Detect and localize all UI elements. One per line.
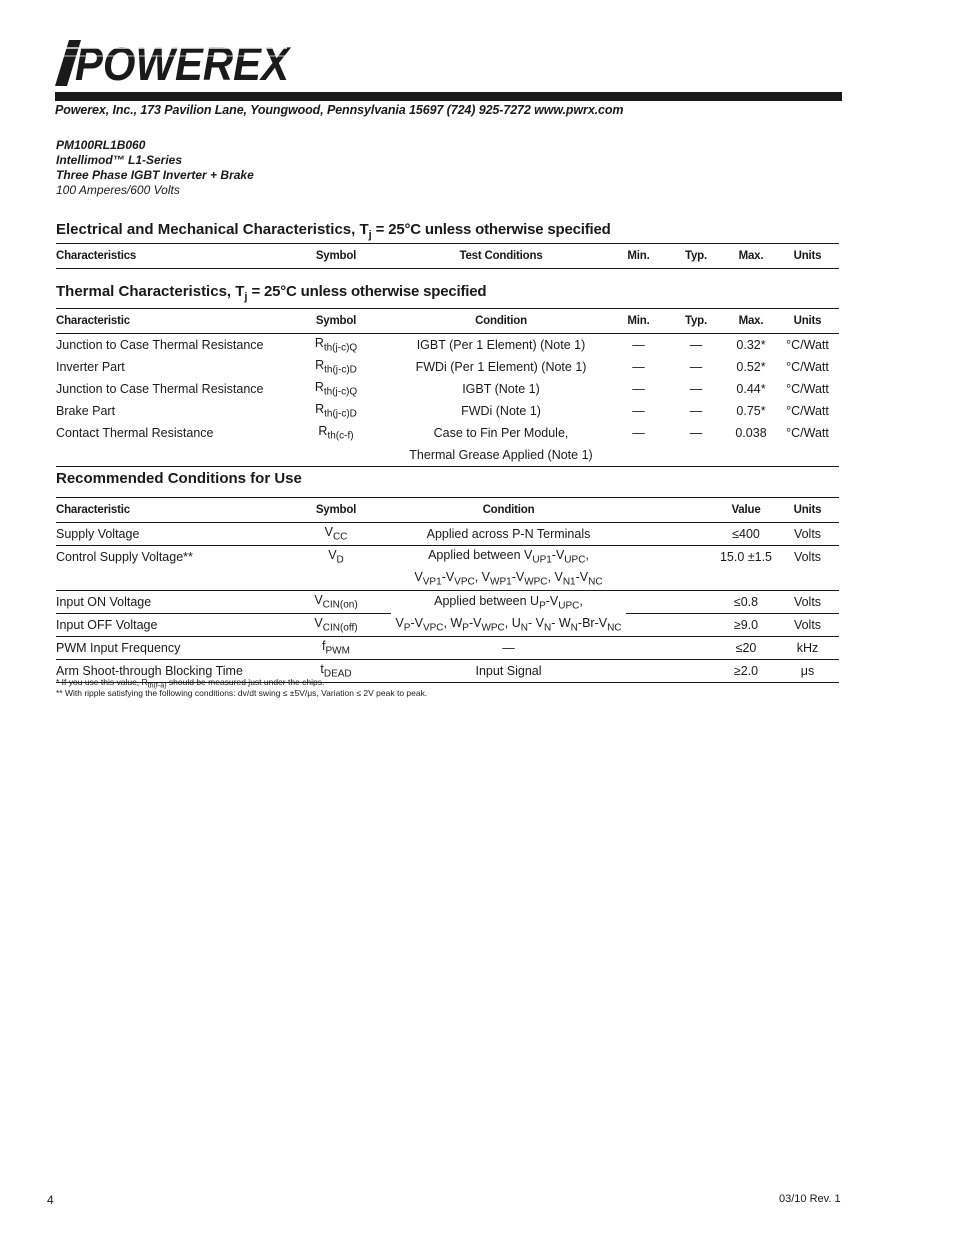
table-row xyxy=(56,378,839,400)
cell-max: 0.44* xyxy=(736,382,766,396)
cell-symbol: $R_{th(c-f)}$ xyxy=(318,424,354,442)
cell-typ: — xyxy=(689,404,703,418)
cell-max: 0.038 xyxy=(735,426,767,440)
table-row xyxy=(56,422,839,444)
thermal-header-row xyxy=(56,309,839,334)
cell-min: — xyxy=(632,338,645,352)
cell-characteristic: Contact Thermal Resistance xyxy=(56,426,214,440)
col-header: Min. xyxy=(611,309,666,334)
cell-characteristic: Control Supply Voltage** xyxy=(56,550,193,564)
cell-units: °C/Watt xyxy=(786,426,829,440)
cell-units: °C/Watt xyxy=(786,360,829,374)
cell-symbol: $V_D$ xyxy=(328,548,344,566)
cell-symbol: $R_{th(j-c)D}$ xyxy=(315,358,357,376)
cell-symbol: $R_{th(j-c)Q}$ xyxy=(314,336,358,354)
col-header: Symbol xyxy=(281,309,391,334)
col-header: Condition xyxy=(391,309,611,334)
col-header: Symbol xyxy=(281,498,391,523)
product-rating: 100 Amperes/600 Volts xyxy=(56,183,180,197)
cell-typ: — xyxy=(689,338,703,352)
series-name: Intellimod™ L1-Series xyxy=(56,153,183,167)
page-number: 4 xyxy=(47,1193,54,1207)
cell-value: ≥2.0 xyxy=(716,660,776,683)
cell-characteristic: Input ON Voltage xyxy=(56,591,281,614)
cell-max: 0.75* xyxy=(736,404,766,418)
col-header: Characteristic xyxy=(56,309,281,334)
col-header: Min. xyxy=(611,244,666,269)
col-header: Condition xyxy=(391,498,626,523)
cell-value: ≤0.8 xyxy=(716,591,776,614)
cell-symbol: $V_{CC}$ xyxy=(281,523,391,546)
cell-units: Volts xyxy=(793,550,822,564)
cell-min: — xyxy=(632,404,645,418)
table-row xyxy=(56,614,839,637)
col-header: Max. xyxy=(726,309,776,334)
thermal-table xyxy=(56,308,839,467)
cell-condition: Applied across P-N Terminals xyxy=(391,523,626,546)
cell-characteristic: Arm Shoot-through Blocking Time xyxy=(56,660,281,683)
cell-value: ≤20 xyxy=(716,637,776,660)
cell-min: — xyxy=(632,382,645,396)
logo-wordmark: POWEREX xyxy=(75,37,292,90)
powerex-logo xyxy=(55,37,292,90)
col-header: Typ. xyxy=(666,244,726,269)
table-row xyxy=(56,400,839,422)
cell-units: Volts xyxy=(776,614,839,637)
cell-symbol: $V_{CIN(off)}$ xyxy=(281,614,391,637)
cell-characteristic: Junction to Case Thermal Resistance xyxy=(56,382,264,396)
cell-condition: IGBT (Per 1 Element) (Note 1) xyxy=(416,338,586,352)
table-row xyxy=(56,637,839,660)
table-row xyxy=(56,591,839,614)
cell-units: Volts xyxy=(776,591,839,614)
table-row xyxy=(56,523,839,546)
cell-characteristic: Junction to Case Thermal Resistance xyxy=(56,338,264,352)
cell-units: °C/Watt xyxy=(786,382,829,396)
footnote-2: ** With ripple satisfying the following conditions: dv/dt swing ≤ ±5V/μs, Variation ≤ 2V peak to peak. xyxy=(56,688,428,698)
cell-condition: $V_{VP1}-V_{VPC}$, $V_{WP1}-V_{WPC}$, $V_{N1}-V_{NC}$ xyxy=(391,568,626,591)
cell-condition: FWDi (Note 1) xyxy=(461,404,541,418)
cell-characteristic: Brake Part xyxy=(56,404,116,418)
cell-characteristic: Input OFF Voltage xyxy=(56,614,281,637)
col-header: Symbol xyxy=(281,244,391,269)
electrical-header-row xyxy=(56,244,839,269)
revision-date: 03/10 Rev. 1 xyxy=(779,1193,841,1205)
cell-condition: — xyxy=(391,637,626,660)
cell-min: — xyxy=(632,360,645,374)
col-header: Characteristic xyxy=(56,498,281,523)
cell-condition: Case to Fin Per Module, xyxy=(433,426,569,440)
table-row-continuation xyxy=(56,568,839,591)
col-header: Units xyxy=(776,498,839,523)
table-row-continuation xyxy=(56,444,839,467)
cell-characteristic: PWM Input Frequency xyxy=(56,637,281,660)
table-row xyxy=(56,546,839,569)
col-header: Typ. xyxy=(666,309,726,334)
product-block xyxy=(56,138,254,198)
recommended-header-row xyxy=(56,498,839,523)
cell-condition: IGBT (Note 1) xyxy=(462,382,540,396)
col-header: Units xyxy=(776,309,839,334)
cell-units: Volts xyxy=(776,523,839,546)
cell-min: — xyxy=(632,426,645,440)
col-header: Value xyxy=(716,498,776,523)
cell-condition: Input Signal xyxy=(391,660,626,683)
recommended-section-title: Recommended Conditions for Use xyxy=(56,470,302,487)
cell-characteristic: Supply Voltage xyxy=(56,523,281,546)
cell-units: kHz xyxy=(776,637,839,660)
cell-typ: — xyxy=(689,426,703,440)
cell-condition: Applied between $U_P-V_{UPC}$, xyxy=(434,593,583,611)
part-number: PM100RL1B060 xyxy=(56,138,146,152)
col-header: Units xyxy=(776,244,839,269)
cell-value: ≥9.0 xyxy=(716,614,776,637)
cell-value: ≤400 xyxy=(716,523,776,546)
electrical-section-title: Electrical and Mechanical Characteristics, $T_j = 25^\circ C$ unless otherwise specified xyxy=(56,221,611,241)
cell-value: 15.0 ±1.5 xyxy=(719,550,773,564)
cell-symbol: $V_{CIN(on)}$ xyxy=(281,591,391,614)
table-row xyxy=(56,334,839,357)
header-rule xyxy=(55,92,842,101)
table-row xyxy=(56,356,839,378)
cell-condition: FWDi (Per 1 Element) (Note 1) xyxy=(415,360,587,374)
cell-condition: Applied between $V_{UP1}-V_{UPC}$, xyxy=(428,548,589,566)
cell-symbol: $f_{PWM}$ xyxy=(281,637,391,660)
cell-units: °C/Watt xyxy=(786,404,829,418)
cell-units: °C/Watt xyxy=(786,338,829,352)
product-description: Three Phase IGBT Inverter + Brake xyxy=(56,168,254,182)
col-header: Max. xyxy=(726,244,776,269)
cell-symbol: $R_{th(j-c)Q}$ xyxy=(314,380,358,398)
footnote-1: * If you use this value, $R_{th(f-a)}$ should be measured just under the chips. xyxy=(56,677,325,690)
company-address: Powerex, Inc., 173 Pavilion Lane, Youngwood, Pennsylvania 15697 (724) 925-7272 www.pwrx.com xyxy=(55,103,624,117)
cell-typ: — xyxy=(689,382,703,396)
cell-condition: $V_P-V_{VPC}$, $W_P-V_{WPC}$, $U_N-$ $V_N-$ $W_N-Br-V_{NC}$ xyxy=(391,614,626,637)
cell-max: 0.52* xyxy=(736,360,766,374)
col-header: Test Conditions xyxy=(391,244,611,269)
cell-units: μs xyxy=(776,660,839,683)
col-header: Characteristics xyxy=(56,244,281,269)
cell-typ: — xyxy=(689,360,703,374)
thermal-section-title: Thermal Characteristics, $T_j = 25^\circ C$ unless otherwise specified xyxy=(56,283,487,303)
cell-characteristic: Inverter Part xyxy=(56,360,125,374)
electrical-table xyxy=(56,243,839,269)
cell-max: 0.32* xyxy=(736,338,766,352)
cell-symbol: $t_{DEAD}$ xyxy=(281,660,391,683)
cell-symbol: $R_{th(j-c)D}$ xyxy=(315,402,357,420)
cell-condition: Thermal Grease Applied (Note 1) xyxy=(391,444,611,467)
recommended-table xyxy=(56,497,839,683)
